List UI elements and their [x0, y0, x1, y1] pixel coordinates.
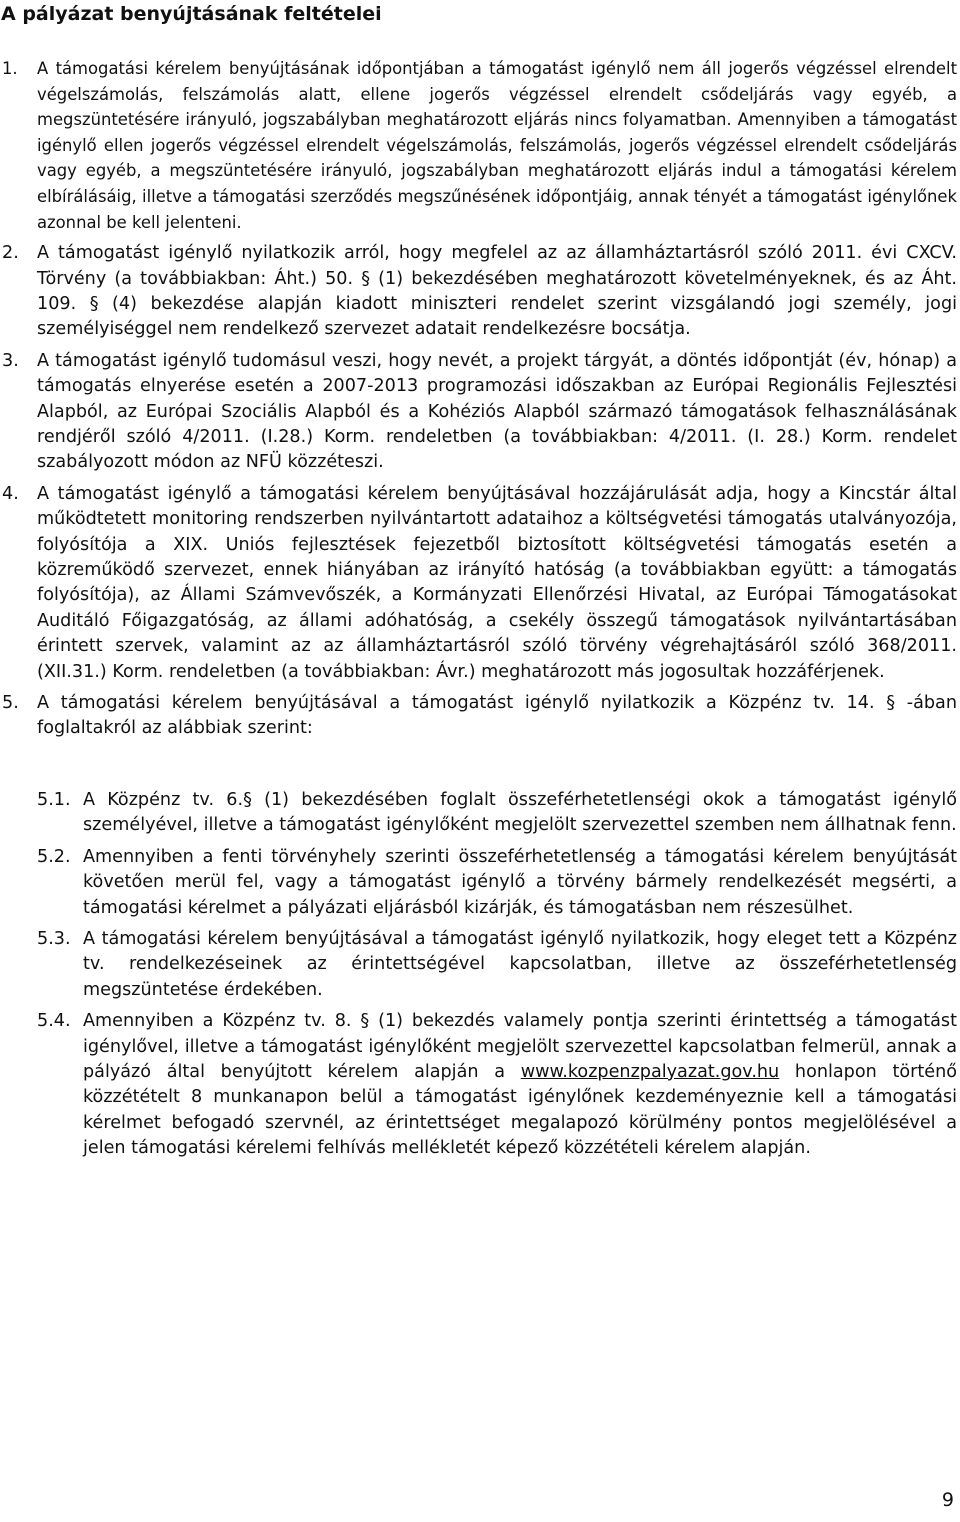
- sub-list-item: [0, 1009, 957, 1161]
- subitem-text: Amennyiben a fenti törvényhely szerinti összeférhetetlenség a támogatási kérelem benyújtását követően merül fel, vagy a támogatást igénylő a törvény bármely rendelkezését megsérti, a támogatási kérelmet a pályázati eljárásból kizárják, és támogatásban nem részesülhet.: [83, 846, 957, 918]
- item-text: A támogatási kérelem benyújtásának időpontjában a támogatást igénylő nem áll jogerős végzéssel elrendelt végelszámolás, felszámolás alatt, ellene jogerős végzéssel elrendelt csődeljárás vagy egyéb, a megszüntetésére irányuló, jogszabályban meghatározott eljárás nincs folyamatban. Amennyiben a támogatást igénylő ellen jogerős végzéssel elrendelt végelszámolás, felszámolás, jogerős végzéssel elrendelt csődeljárás vagy egyéb, a megszüntetésére irányuló, jogszabályban meghatározott eljárás indul a támogatási kérelem elbírálásáig, illetve a támogatási szerződés megszűnésének időpontjáig, annak tényét a támogatást igénylőnek azonnal be kell jelenteni.: [37, 59, 957, 232]
- list-item: [0, 691, 957, 742]
- item-text: A támogatást igénylő nyilatkozik arról, hogy megfelel az az államháztartásról szóló 2011. évi CXCV. Törvény (a továbbiakban: Áht.) 50. § (1) bekezdésében meghatározott követelményeknek, és az Áht. 109. § (4) bekezdése alapján kiadott miniszteri rendelet szerint vizsgálandó jogi személy, jogi személyiséggel nem rendelkező szervezet adatait rendelkezésre bocsátja.: [37, 243, 957, 340]
- conditions-list: [0, 56, 957, 1168]
- kozpenzpalyazat-link[interactable]: www.kozpenzpalyazat.gov.hu: [520, 1061, 780, 1082]
- sub-list-item: [0, 845, 957, 921]
- subitem-text-after-link: honlapon történő közzétételt 8 munkanapon belül a támogatást igénylőnek kezdeményeznie kell a támogatási kérelmet befogadó szervnél, az érintettséget megalapozó körülmény pontos megjelölésével a jelen támogatási kérelemi felhívás mellékletét képező közzétételi kérelem alapján.: [83, 1061, 957, 1159]
- page-number: 9: [941, 1489, 954, 1511]
- subitem-text-before-link: Amennyiben a Közpénz tv. 8. § (1) bekezdés valamely pontja szerinti érintettség a támogatást igénylővel, illetve a támogatást igénylőként megjelölt szervezettel kapcsolatban felmerül, annak a pályázó által benyújtott kérelem alapján a: [83, 1011, 957, 1082]
- list-item: [0, 56, 957, 235]
- subitem-number: 5.2.: [37, 846, 71, 867]
- sub-list-item: [0, 788, 957, 839]
- sub-list-item: [0, 927, 957, 1003]
- subitem-text: A Közpénz tv. 6.§ (1) bekezdésében foglalt összeférhetetlenségi okok a támogatást igénylő személyével, illetve a támogatást igénylőként megjelölt szervezettel szemben nem állhatnak fenn.: [83, 789, 957, 836]
- item-text: A támogatást igénylő a támogatási kérelem benyújtásával hozzájárulását adja, hogy a Kincstár által működtetett monitoring rendszerben nyilvántartott adataihoz a költségvetési támogatás utalványozója, folyósítója a XIX. Uniós fejlesztések fejezetből biztosított költségvetési támogatás esetén a közreműködő szervezet, ennek hiányában az irányító hatóság (a továbbiakban együtt: a támogatás folyósítója), az Állami Számvevőszék, a Kormányzati Ellenőrzési Hivatal, az Európai Támogatásokat Auditáló Főigazgatóság, az állami adóhatóság, a csekély összegű támogatások nyilvántartásában érintett szervek, valamint az az államháztartásról szóló törvény végrehajtásáról szóló 368/2011. (XII.31.) Korm. rendeletben (a továbbiakban: Ávr.) meghatározott más jogosultak hozzáférjenek.: [37, 483, 957, 682]
- list-item: [0, 241, 957, 343]
- item-number: 2.: [2, 243, 19, 264]
- section-heading: A pályázat benyújtásának feltételei: [1, 3, 382, 25]
- list-item: [0, 482, 957, 685]
- spacer: [0, 748, 957, 788]
- item-number: 5.: [2, 693, 19, 714]
- subitem-number: 5.3.: [37, 928, 71, 949]
- list-item: [0, 349, 957, 476]
- item-text: A támogatási kérelem benyújtásával a támogatást igénylő nyilatkozik a Közpénz tv. 14. § -ában foglaltakról az alábbiak szerint:: [37, 693, 957, 739]
- item-text: A támogatást igénylő tudomásul veszi, hogy nevét, a projekt tárgyát, a döntés időpontját (év, hónap) a támogatás elnyerése esetén a 2007-2013 programozási időszakban az Európai Regionális Fejlesztési Alapból, az Európai Szociális Alapból és a Kohéziós Alapból származó támogatások felhasználásának rendjéről szóló 4/2011. (I.28.) Korm. rendeletben (a továbbiakban: 4/2011. (I. 28.) Korm. rendelet szabályozott módon az NFÜ közzéteszi.: [37, 350, 957, 473]
- subitem-number: 5.1.: [37, 789, 71, 810]
- subitem-text: A támogatási kérelem benyújtásával a támogatást igénylő nyilatkozik, hogy eleget tett a Közpénz tv. rendelkezéseinek az érintettségével kapcsolatban, illetve az összeférhetetlenség megszüntetése érdekében.: [83, 928, 957, 1000]
- item-number: 4.: [2, 483, 19, 504]
- subitem-number: 5.4.: [37, 1011, 71, 1032]
- item-number: 3.: [2, 350, 19, 371]
- item-number: 1.: [2, 59, 18, 78]
